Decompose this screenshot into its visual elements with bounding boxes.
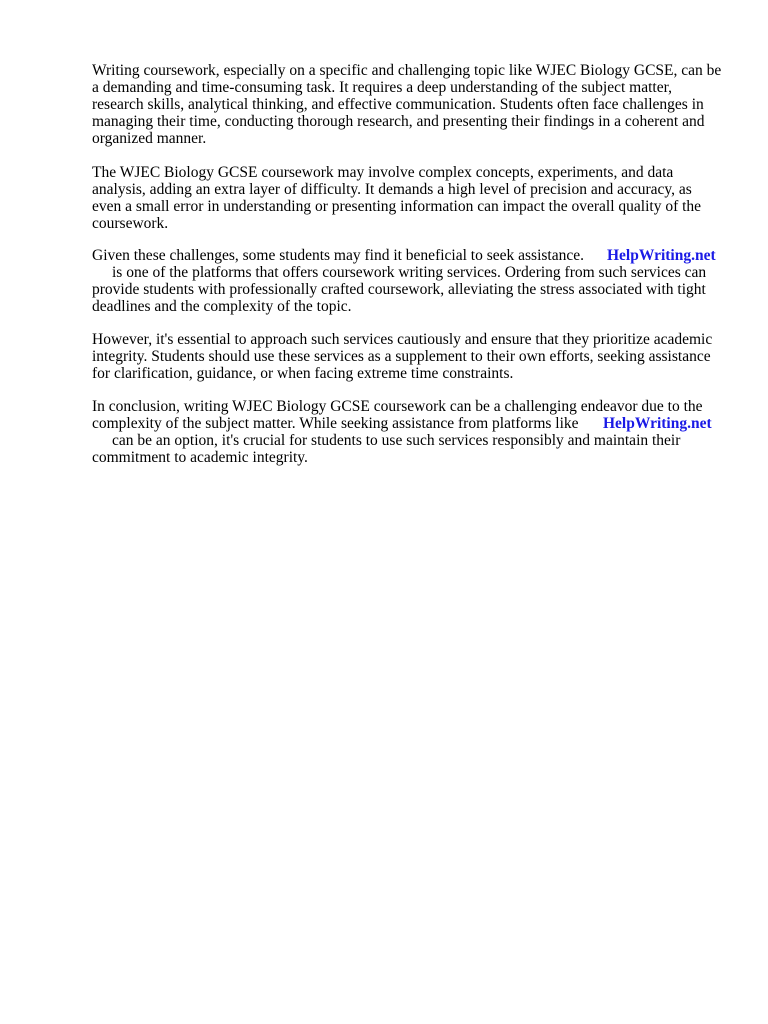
text-line: managing their time, conducting thorough research, and presenting their findings in a coherent and [92,113,705,130]
text-line: is one of the platforms that offers coursework writing services. Ordering from such services can [112,264,707,281]
text-line: complexity of the subject matter. While seeking assistance from platforms like [92,415,579,432]
paragraph-intro [92,62,732,147]
paragraph-conclusion [92,398,732,466]
text-line: deadlines and the complexity of the topic. [92,298,352,315]
text-line: a demanding and time-consuming task. It requires a deep understanding of the subject matter, [92,79,673,96]
text-line: research skills, analytical thinking, and effective communication. Students often face challenges in [92,96,704,113]
text-line: provide students with professionally crafted coursework, alleviating the stress associated with tight [92,281,706,298]
text-line: Given these challenges, some students may find it beneficial to seek assistance. [92,247,584,264]
text-line: commitment to academic integrity. [92,449,308,466]
text-line: The WJEC Biology GCSE coursework may involve complex concepts, experiments, and data [92,164,674,181]
text-line: Writing coursework, especially on a specific and challenging topic like WJEC Biology GCSE, can be [92,62,722,79]
text-line: organized manner. [92,130,207,147]
text-line: integrity. Students should use these services as a supplement to their own efforts, seeking assistance [92,348,711,365]
text-line: coursework. [92,215,169,232]
text-line: for clarification, guidance, or when facing extreme time constraints. [92,365,514,382]
paragraph-difficulty [92,164,732,232]
helpwriting-link[interactable]: HelpWriting.net [607,247,716,264]
text-line: In conclusion, writing WJEC Biology GCSE coursework can be a challenging endeavor due to the [92,398,703,415]
text-line: even a small error in understanding or presenting information can impact the overall quality of the [92,198,702,215]
paragraph-caution [92,331,732,382]
text-line: can be an option, it's crucial for students to use such services responsibly and maintain their [112,432,681,449]
text-line: analysis, adding an extra layer of difficulty. It demands a high level of precision and accuracy, as [92,181,692,198]
helpwriting-link[interactable]: HelpWriting.net [603,415,712,432]
text-line: However, it's essential to approach such services cautiously and ensure that they prioritize academic [92,331,713,348]
